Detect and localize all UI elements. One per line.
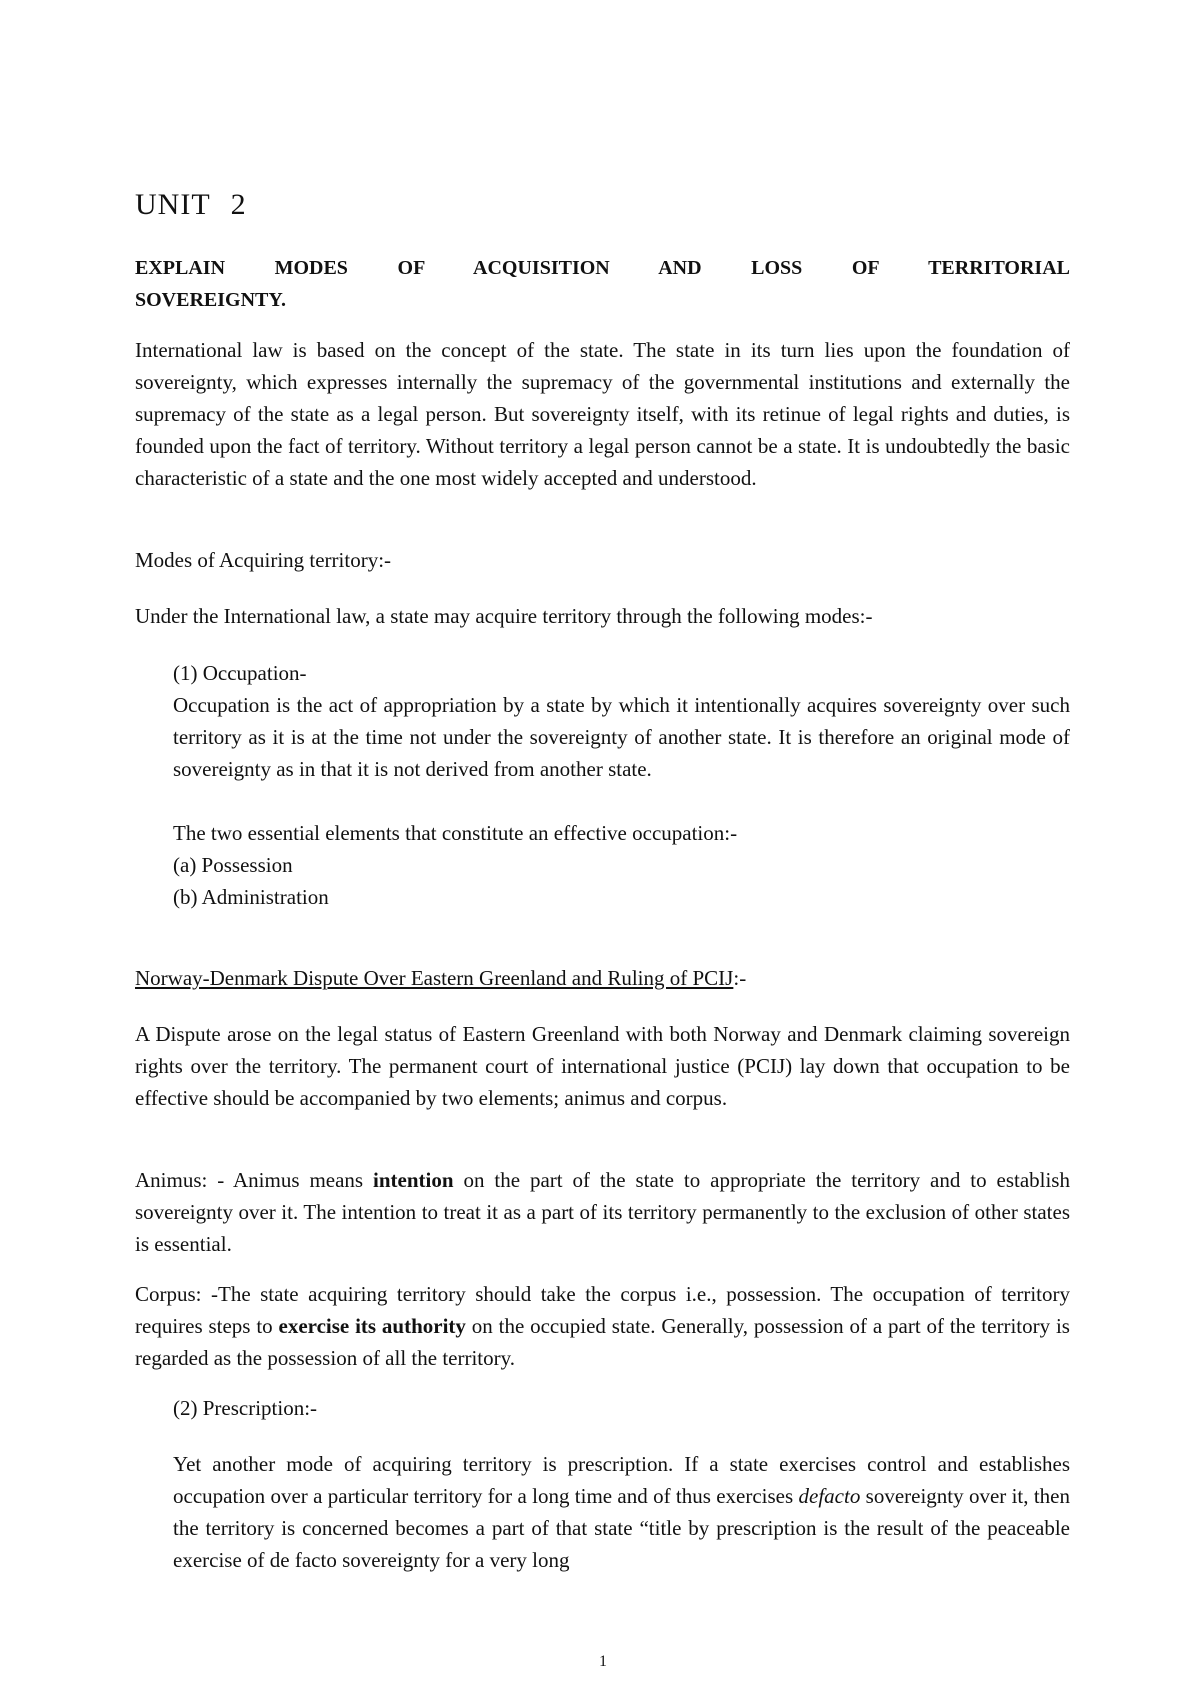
prescription-rest: sovereignty over it, then the territory is concerned becomes a part of that state “title by prescription is the result of the peaceable exercise of de facto sovereignty for a very long	[173, 1484, 1070, 1572]
corpus-lead: Corpus: -The state acquiring territory should take the corpus i.e., possession. The occupation of territory requires steps to	[135, 1282, 1070, 1338]
animus-paragraph	[135, 1164, 1070, 1260]
occupation-body: Occupation is the act of appropriation by a state by which it intentionally acquires sovereignty over such territory as it is at the time not under the sovereignty of another state. It is therefore an original mode of sovereignty as in that it is not derived from another state.	[173, 693, 1070, 781]
occupation-element-b: (b) Administration	[173, 885, 329, 909]
intro-paragraph: International law is based on the concept of the state. The state in its turn lies upon the foundation of sovereignty, which expresses internally the supremacy of the governmental institutions and externally the supremacy of the state as a legal person. But sovereignty itself, with its retinue of legal rights and duties, is founded upon the fact of territory. Without territory a legal person cannot be a state. It is undoubtedly the basic characteristic of a state and the one most widely accepted and understood.	[135, 338, 1070, 490]
unit-title: UNIT 2	[135, 188, 247, 221]
occupation-elements-intro: The two essential elements that constitute an effective occupation:-	[173, 821, 738, 845]
prescription-lead: Yet another mode of acquiring territory is prescription. If a state exercises control and establishes occupation over a particular territory for a long time and of thus exercises	[173, 1452, 1070, 1508]
prescription-body	[173, 1448, 1070, 1576]
prescription-italic: defacto	[798, 1484, 861, 1508]
document-page	[135, 0, 1070, 1696]
prescription-title: (2) Prescription:-	[173, 1396, 318, 1420]
animus-bold: intention	[373, 1168, 454, 1192]
occupation-element-a: (a) Possession	[173, 853, 293, 877]
section-heading	[135, 252, 1070, 316]
animus-lead: Animus: - Animus means	[135, 1168, 374, 1192]
corpus-paragraph	[135, 1278, 1070, 1374]
page-number: 1	[599, 1653, 607, 1670]
modes-title: Modes of Acquiring territory:-	[135, 548, 392, 572]
dispute-paragraph: A Dispute arose on the legal status of Eastern Greenland with both Norway and Denmark claiming sovereign rights over the territory. The permanent court of international justice (PCIJ) lay down that occupation to be effective should be accompanied by two elements; animus and corpus.	[135, 1022, 1070, 1110]
corpus-rest: on the occupied state. Generally, possession of a part of the territory is regarded as the possession of all the territory.	[135, 1314, 1070, 1370]
dispute-heading	[135, 962, 1070, 994]
dispute-heading-suffix: :-	[733, 966, 747, 990]
animus-rest: on the part of the state to appropriate the territory and to establish sovereignty over it. The intention to treat it as a part of its territory permanently to the exclusion of other states is essential.	[135, 1168, 1070, 1256]
dispute-heading-text: Norway-Denmark Dispute Over Eastern Greenland and Ruling of PCIJ	[135, 966, 734, 990]
corpus-bold: exercise its authority	[278, 1314, 466, 1338]
modes-intro: Under the International law, a state may acquire territory through the following modes:-	[135, 604, 873, 628]
section-heading-line1: EXPLAIN MODES OF ACQUISITION AND LOSS OF TERRITORIAL	[135, 257, 1070, 279]
occupation-title: (1) Occupation-	[173, 661, 307, 685]
section-heading-line2: SOVEREIGNTY.	[135, 289, 286, 311]
